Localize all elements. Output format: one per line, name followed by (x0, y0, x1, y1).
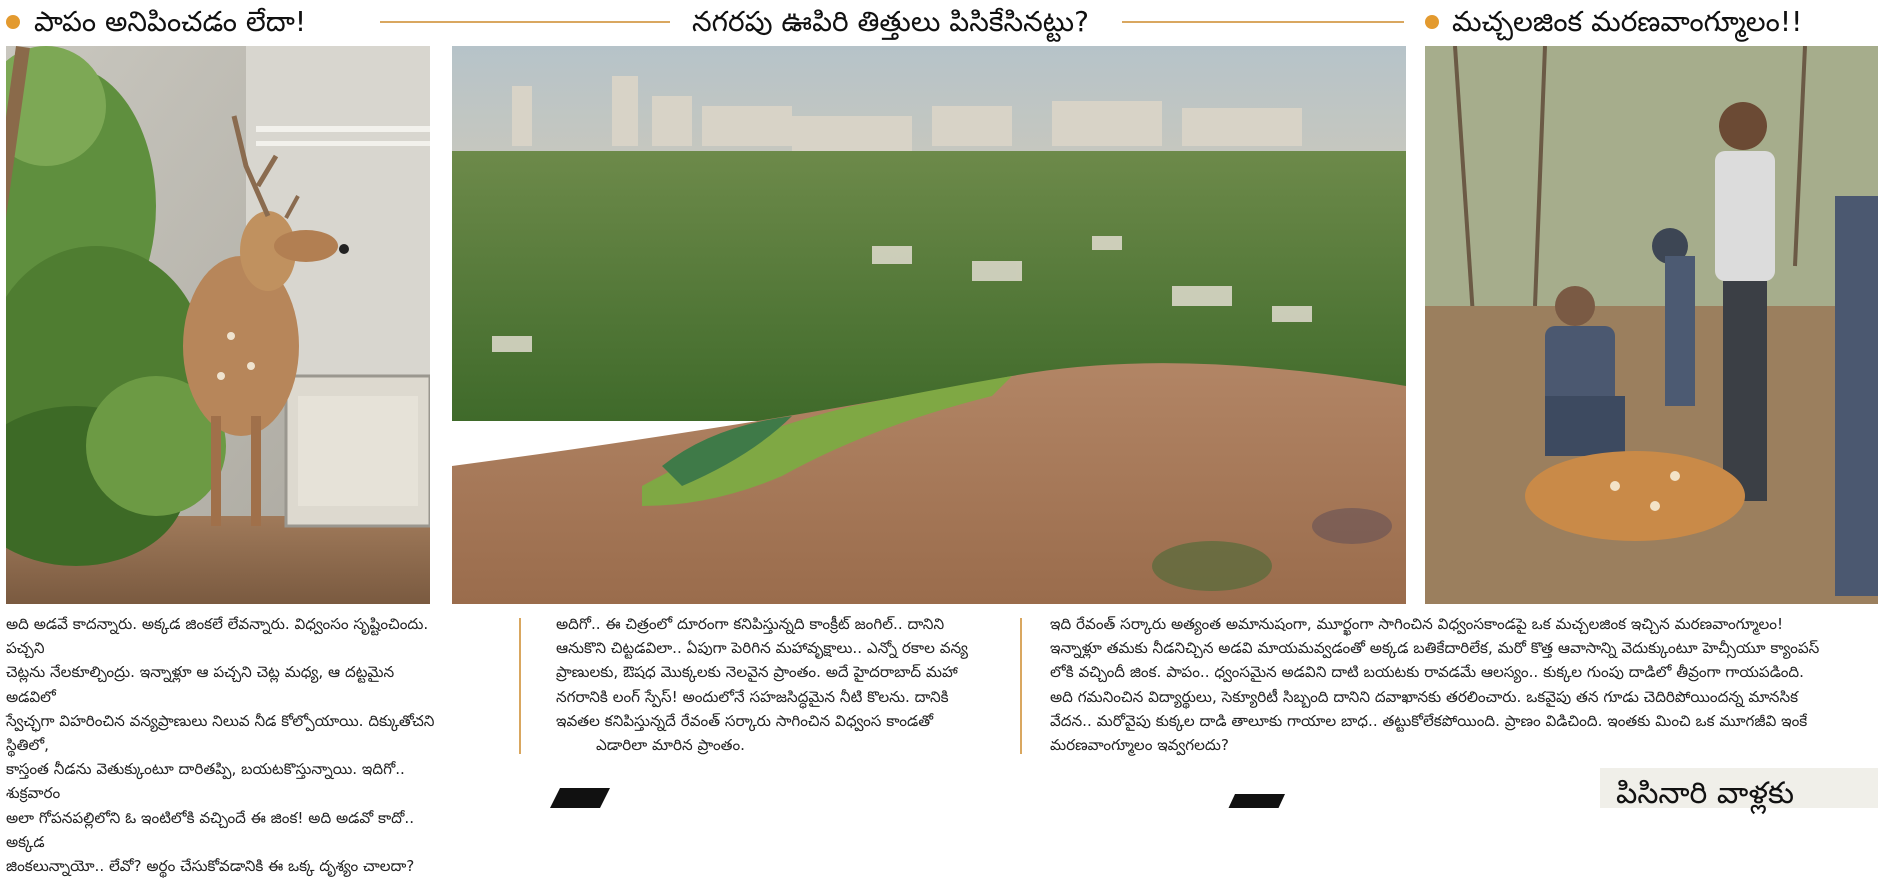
side-box-text: పిసినారి వాళ్లకు (1616, 776, 1795, 811)
headline-left: పాపం అనిపించడం లేదా! (34, 5, 307, 38)
headline-rule-left (380, 21, 670, 23)
center-column-text (556, 612, 1026, 757)
spotted-deer-photo (6, 46, 430, 604)
center-line-6: ఎడారిలా మారిన ప్రాంతం. (596, 736, 745, 755)
column-divider-1 (519, 618, 521, 754)
headline-right: మచ్చలజింక మరణవాంగ్మూలం!! (1452, 5, 1803, 38)
center-line-5: ఇవతల కనిపిస్తున్నదే రేవంత్ సర్కారు సాగించిన విధ్వంస కాండతో (556, 711, 934, 730)
center-line-4: నగరానికి లంగ్ స్పేస్! అందులోనే సహజసిద్ధమైన నీటి కొలను. దానికి (556, 687, 949, 706)
headline-center: నగరపు ఊపిరి తిత్తులు పిసికేసినట్టు? (692, 5, 1089, 38)
left-column-text: అది అడవే కాదన్నారు. అక్కడ జింకలే లేవన్నారు. విధ్వంసం సృష్టించిందు. పచ్చని చెట్లను నేలకూల్చింద్రు. ఇన్నాళ్లూ ఆ పచ్చని చెట్ల మధ్య, ఆ దట్టమైన అడవిలో స్వేచ్ఛగా విహరించిన వన్యప్రాణులు నిలువ నీడ కోల్పోయాయి. దిక్కుతోచని స్థితిలో, కాస్తంత నీడను వెతుక్కుంటూ దారితప్పి, బయటకొస్తున్నాయి. ఇదిగో.. శుక్రవారం అలా గోపనపల్లిలోని ఓ ఇంటిలోకి వచ్చిందే ఈ జింక! అది అడవో కాదో.. అక్కడ జింకలున్నాయో.. లేవో? అర్థం చేసుకోవడానికి ఈ ఒక్క దృశ్యం చాలదా? (6, 615, 435, 876)
injured-deer-rescue-photo (1425, 46, 1878, 604)
center-line-3: ప్రాణులకు, ఔషధ మొక్కలకు నెలవైన ప్రాంతం. అదే హైదరాబాద్ మహా (556, 663, 958, 682)
right-column-text: ఇది రేవంత్ సర్కారు అత్యంత అమానుషంగా, మూర్ఖంగా సాగించిన విధ్వంసకాండపై ఒక మచ్చలజింక ఇచ్చిన మరణవాంగ్మూలం! ఇన్నాళ్లూ తమకు నీడనిచ్చిన అడవి మాయమవ్వడంతో అక్కడ బతికేదారిలేక, మరో కొత్త ఆవాసాన్ని వెదుక్కుంటూ హెచ్సీయూ క్యాంపస్ లోకి వచ్చిందీ జింక. పాపం.. ధ్వంసమైన అడవిని దాటి బయటకు రావడమే ఆలస్యం.. కుక్కల గుంపు దాడిలో తీవ్రంగా గాయపడింది. అది గమనించిన విద్యార్థులు, సెక్యూరిటీ సిబ్బంది దానిని దవాఖానకు తరలించారు. ఒకవైపు తన గూడు చెదిరిపోయిందన్న మానసిక వేదన.. మరోవైపు కుక్కల దాడి తాలూకు గాయాల బాధ.. తట్టుకోలేకపోయింది. ప్రాణం విడిచింది. ఇంతకు మించి ఒక మూగజీవి ఇంకే మరణవాంగ్మూలం ఇవ్వగలదు? (1050, 615, 1820, 755)
center-line-2: ఆనుకొని చిట్టడవిలా.. ఏపుగా పెరిగిన మహావృక్షాలు.. ఎన్నో రకాల వన్య (556, 639, 968, 658)
headline-bullet-right (1425, 15, 1439, 29)
side-box (1600, 768, 1878, 811)
large-headline-fragment (330, 748, 1330, 808)
headline-bullet-left (6, 15, 20, 29)
center-line-1: అదిగో.. ఈ చిత్రంలో దూరంగా కనిపిస్తున్నది కాంక్రీట్ జంగిల్.. దానిని (556, 615, 945, 633)
aerial-forest-city-photo (452, 46, 1406, 604)
headline-rule-right (1122, 21, 1404, 23)
column-divider-2 (1020, 618, 1022, 754)
